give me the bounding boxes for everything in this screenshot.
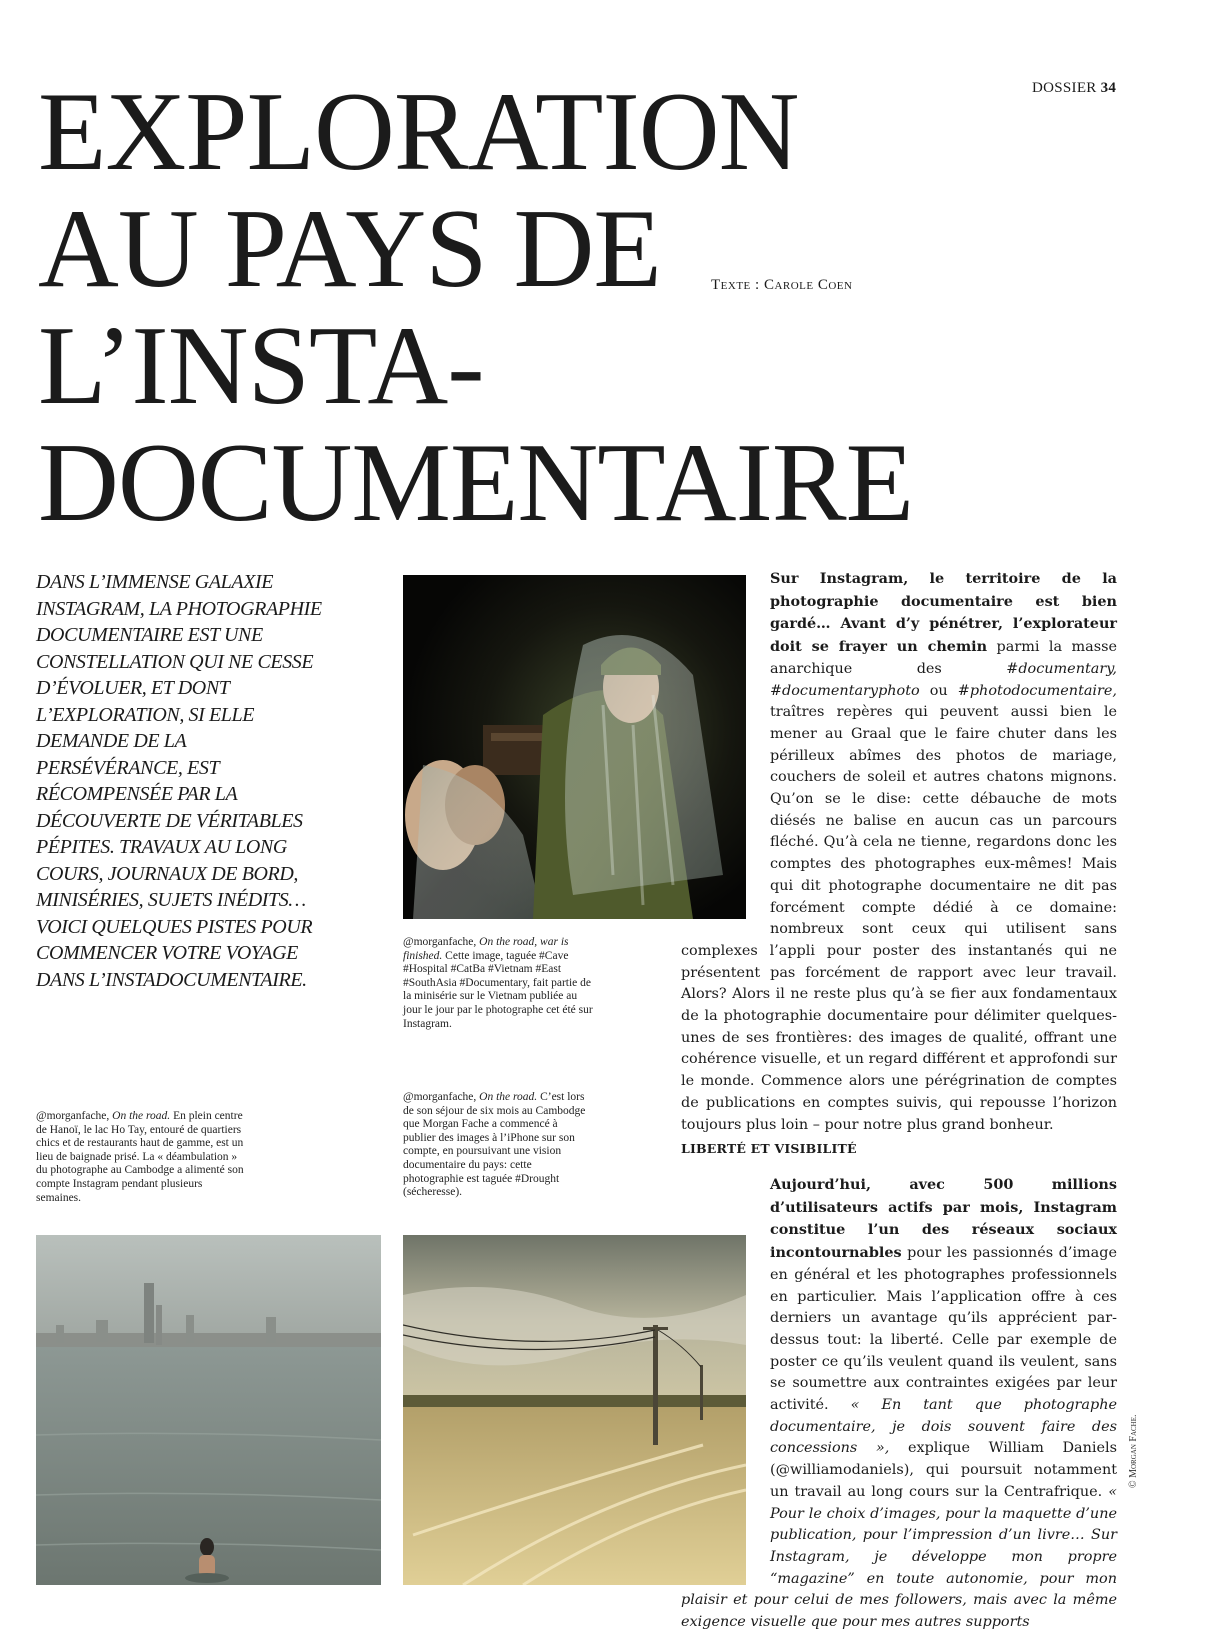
page-number: 34 xyxy=(1100,80,1117,96)
section-page-label xyxy=(1032,80,1116,97)
title-line-4: DOCUMENTAIRE xyxy=(38,421,913,545)
paragraph-2-text-a: pour les passionnés d’image en général et les photographes professionnels en particulier. Mais l’application offre à ces derniers un avantage qu’ils apprécient par-dessus tout: la liberté. Celle par exemple de poster ce qu’ils veulent quand ils veulent, sans se soumettre aux contraintes exigées par leur activité. xyxy=(770,1245,1117,1414)
caption-handle: @morganfache, xyxy=(36,1110,110,1122)
paragraph-2-quote-2: « Pour le choix d’images, pour la maquette d’une publication, pour l’impression d’un livre… Sur Instagram, je développe mon propre “magazine” en toute autonomie, pour mon plaisir et pour celui de mes followers, mais avec la même exigence visuelle que pour mes autres supports xyxy=(681,1483,1117,1631)
caption-text: C’est lors de son séjour de six mois au Cambodge que Morgan Fache a commencé à publier des images à l’iPhone sur son compte, en poursuivant une vision documentaire du pays: cette photographie est taguée #Drought (sécheresse). xyxy=(403,1091,586,1199)
byline-label: Texte : xyxy=(711,277,760,293)
photo-credit: © Morgan Fache. xyxy=(1128,1414,1139,1488)
title-line-3: L’INSTA- xyxy=(38,304,484,428)
caption-handle: @morganfache, xyxy=(403,1091,477,1103)
caption-text: Cette image, taguée #Cave #Hospital #CatBa #Vietnam #East #SouthAsia #Documentary, fait partie de la minisérie sur le Vietnam publiée au jour le jour par le photographe cet été sur Instagram. xyxy=(403,949,593,1030)
paragraph-1-text-a: parmi la masse anarchique des xyxy=(770,639,1117,677)
caption-title: On the road, war is finished. xyxy=(403,936,569,962)
title-line-2: AU PAYS DE xyxy=(38,187,661,311)
caption-top-middle xyxy=(403,936,593,1031)
paragraph-1-lead: Sur Instagram, le territoire de la photographie documentaire est bien gardé… Avant d’y pénétrer, l’explorateur doit se frayer un chemin xyxy=(770,570,1117,656)
paragraph-1-text-b: traîtres repères qui peuvent aussi bien le mener au Graal que le faire chuter dans les périlleux abîmes des photos de mariage, couchers de soleil et autres chatons mignons. Qu’on se le dise: cette débauche de mots diésés ne balise en aucun cas un parcours fléché. Qu’à cela ne tienne, regardons donc les comptes des photographes eux-mêmes! Mais qui dit photographe documentaire ne dit pas forcément compte dédié à ce domaine: nombreux sont ceux qui utilisent sans complexes l’appli pour poster des instantanés qui ne présentent pas forcément de rapport avec leur travail. Alors? Alors il ne reste plus qu’à se fier aux fondamentaux de la photographie documentaire pour délimiter quelques-unes de ses frontières: des images de qualité, offrant une cohérence visuelle, et un regard différent et approfondi sur le monde. Commence alors une pérégrination de comptes de publications en comptes suivis, qui repousse l’horizon toujours plus loin – pour notre plus grand bonheur. xyxy=(681,704,1117,1133)
article-paragraph-2 xyxy=(681,1174,1117,1634)
section-heading: LIBERTÉ ET VISIBILITÉ xyxy=(681,1141,857,1156)
article-paragraph-1 xyxy=(681,568,1117,1136)
caption-handle: @morganfache, xyxy=(403,936,477,948)
article-title xyxy=(38,70,1038,545)
byline xyxy=(711,277,852,294)
paragraph-1-tags: #documentary, #documentaryphoto xyxy=(770,660,1117,699)
section-label: DOSSIER xyxy=(1032,80,1097,96)
photo-lake-swimmer-image xyxy=(36,1235,381,1585)
caption-bottom-left xyxy=(36,1110,246,1205)
caption-title: On the road. xyxy=(479,1091,538,1103)
byline-author: Carole Coen xyxy=(763,277,853,293)
title-line-1: EXPLORATION xyxy=(38,70,799,194)
paragraph-1-tag2: #photodocumentaire, xyxy=(957,682,1117,699)
photo-lake-swimmer xyxy=(36,1235,381,1585)
paragraph-2-quote-1: « En tant que photographe documentaire, je dois souvent faire des concessions », xyxy=(770,1397,1117,1457)
paragraph-2-text-b: explique William Daniels (@williamodaniels), qui poursuit notamment un travail au long cours sur la Centrafrique. xyxy=(770,1440,1117,1500)
intro-standfirst xyxy=(36,569,336,993)
paragraph-1-or: ou xyxy=(919,682,958,699)
wrap-spacer xyxy=(681,1174,770,1579)
caption-bottom-middle xyxy=(403,1091,593,1200)
paragraph-2-lead: Aujourd’hui, avec 500 millions d’utilisateurs actifs par mois, Instagram constitue l’un des réseaux sociaux incontournables xyxy=(770,1176,1117,1262)
caption-title: On the road. xyxy=(112,1110,171,1122)
intro-text: DANS L’IMMENSE GALAXIE INSTAGRAM, LA PHOTOGRAPHIE DOCUMENTAIRE EST UNE CONSTELLATION QUI NE CESSE D’ÉVOLUER, ET DONT L’EXPLORATION, SI ELLE DEMANDE DE LA PERSÉVÉRANCE, EST RÉCOMPENSÉE PAR LA DÉCOUVERTE DE VÉRITABLES PÉPITES. TRAVAUX AU LONG COURS, JOURNAUX DE BORD, MINISÉRIES, SUJETS INÉDITS… VOICI QUELQUES PISTES POUR COMMENCER VOTRE VOYAGE DANS L’INSTADOCUMENTAIRE. xyxy=(36,571,322,991)
caption-text: En plein centre de Hanoï, le lac Ho Tay, entouré de quartiers chics et de restaurants haut de gamme, est un lieu de baignade prisé. La « déambulation » du photographe au Cambodge a alimenté son compte Instagram pendant plusieurs semaines. xyxy=(36,1110,244,1204)
wrap-spacer xyxy=(681,568,770,930)
